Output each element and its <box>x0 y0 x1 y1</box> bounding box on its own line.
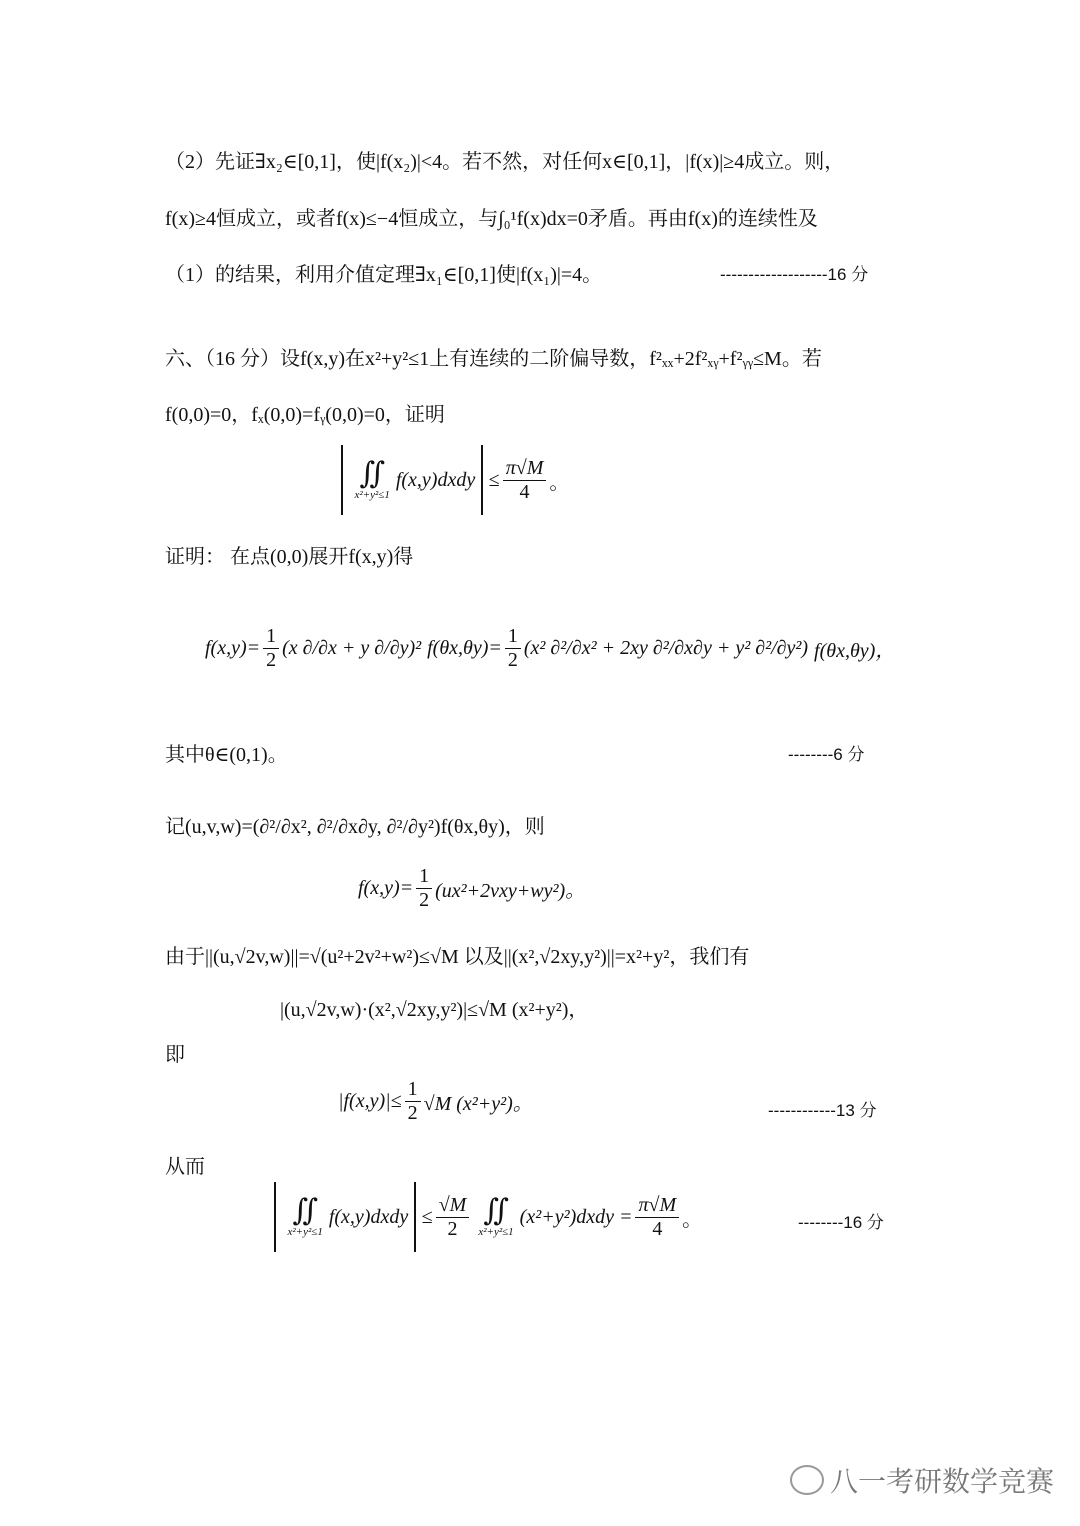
watermark <box>790 1460 1054 1500</box>
lhs: f(x,y)= <box>205 637 261 659</box>
integral-sign: ∬ <box>292 1194 318 1227</box>
fraction-half <box>263 625 279 672</box>
le-sign: ≤ <box>488 468 500 491</box>
numerator: π√M <box>635 1194 679 1218</box>
numerator: 1 <box>505 625 521 649</box>
part2-line3: （1）的结果，利用介值定理∃x₁∈[0,1]使|f(x₁)|=4。 <box>165 264 603 286</box>
integral-region: x²+y²≤1 <box>287 1226 323 1238</box>
abs-bar <box>481 445 483 515</box>
fraction <box>635 1194 679 1241</box>
ie-line: 即 <box>165 1044 185 1066</box>
double-integral <box>355 459 390 501</box>
problem6-line1: 六、（16 分）设f(x,y)在x²+y²≤1上有连续的二阶偏导数，f²ₓₓ+2f²ₓᵧ+f²ᵧᵧ≤M。若 <box>165 348 822 370</box>
problem6-line2: f(0,0)=0，fₓ(0,0)=fᵧ(0,0)=0，证明 <box>165 404 445 426</box>
thus-line: 从而 <box>165 1156 205 1178</box>
integral-region: x²+y²≤1 <box>478 1226 514 1238</box>
fraction <box>416 865 432 912</box>
taylor-equation <box>205 625 895 672</box>
numerator: π√M <box>503 457 547 481</box>
numerator: √M <box>436 1194 470 1218</box>
fraction <box>436 1194 470 1241</box>
numerator: 1 <box>263 625 279 649</box>
integral-sign: ∬ <box>483 1194 509 1227</box>
denominator: 4 <box>519 480 530 503</box>
operator-1: (x ∂/∂x + y ∂/∂y)² <box>282 637 422 659</box>
double-integral <box>478 1196 513 1238</box>
lhs: f(x,y)= <box>358 877 414 899</box>
score-16-final: --------16 分 <box>798 1213 884 1232</box>
denominator: 2 <box>419 889 430 911</box>
part2-line2: f(x)≥4恒成立，或者f(x)≤−4恒成立，与∫₀¹f(x)dx=0矛盾。再由f(x)的连续性及 <box>165 208 818 230</box>
score-6: --------6 分 <box>788 745 865 764</box>
watermark-text: 八一考研数学竞赛 <box>830 1465 1055 1498</box>
fxy-equation <box>358 865 585 912</box>
final-equation <box>268 1182 702 1252</box>
fraction <box>405 1078 421 1125</box>
operator-2: (x² ∂²/∂x² + 2xy ∂²/∂x∂y + y² ∂²/∂y²) <box>523 637 809 659</box>
mid: f(θx,θy)= <box>427 637 502 659</box>
double-integral <box>288 1196 323 1238</box>
rhs: (ux²+2vxy+wy²)。 <box>435 880 586 902</box>
denominator: 2 <box>507 649 518 671</box>
denominator: 2 <box>407 1102 418 1124</box>
abs-bar <box>341 445 343 515</box>
since-line: 由于||(u,√2v,w)||=√(u²+2v²+w²)≤√M 以及||(x²,√2xy,y²)||=x²+y²，我们有 <box>165 946 750 968</box>
theta-line: 其中θ∈(0,1)。 <box>165 744 288 766</box>
integrand: f(x,y)dxdy <box>395 468 476 491</box>
claim-equation <box>335 445 569 515</box>
fraction <box>503 457 547 504</box>
integrand: f(x,y)dxdy <box>328 1205 409 1228</box>
integral-region: x²+y²≤1 <box>354 489 390 501</box>
rhs: √M (x²+y²)。 <box>423 1093 533 1115</box>
score-16: -------------------16 分 <box>720 265 869 284</box>
abs-bar <box>414 1182 416 1252</box>
integral-sign: ∬ <box>359 457 385 490</box>
define-line: 记(u,v,w)=(∂²/∂x², ∂²/∂x∂y, ∂²/∂y²)f(θx,θy)，则 <box>165 816 545 838</box>
cauchy-line: |(u,√2v,w)·(x²,√2xy,y²)|≤√M (x²+y²)， <box>280 999 589 1021</box>
denominator: 2 <box>266 649 277 671</box>
le-sign: ≤ <box>421 1205 433 1228</box>
lhs: |f(x,y)|≤ <box>338 1090 402 1112</box>
numerator: 1 <box>405 1078 421 1102</box>
part2-line1: （2）先证∃x₂∈[0,1]，使|f(x₂)|<4。若不然，对任何x∈[0,1]，|f(x)|≥4成立。则， <box>165 151 845 173</box>
integrand-2: (x²+y²)dxdy = <box>519 1205 633 1228</box>
abs-bar <box>274 1182 276 1252</box>
period: 。 <box>549 471 570 494</box>
end: f(θx,θy)， <box>814 640 896 662</box>
proof-intro: 证明： 在点(0,0)展开f(x,y)得 <box>165 546 414 568</box>
score-13: ------------13 分 <box>768 1101 877 1120</box>
numerator: 1 <box>416 865 432 889</box>
denominator: 4 <box>652 1217 663 1240</box>
bound-equation <box>338 1078 533 1125</box>
wechat-icon <box>790 1465 824 1495</box>
fraction-half <box>505 625 521 672</box>
period: 。 <box>682 1208 703 1231</box>
denominator: 2 <box>447 1217 458 1240</box>
